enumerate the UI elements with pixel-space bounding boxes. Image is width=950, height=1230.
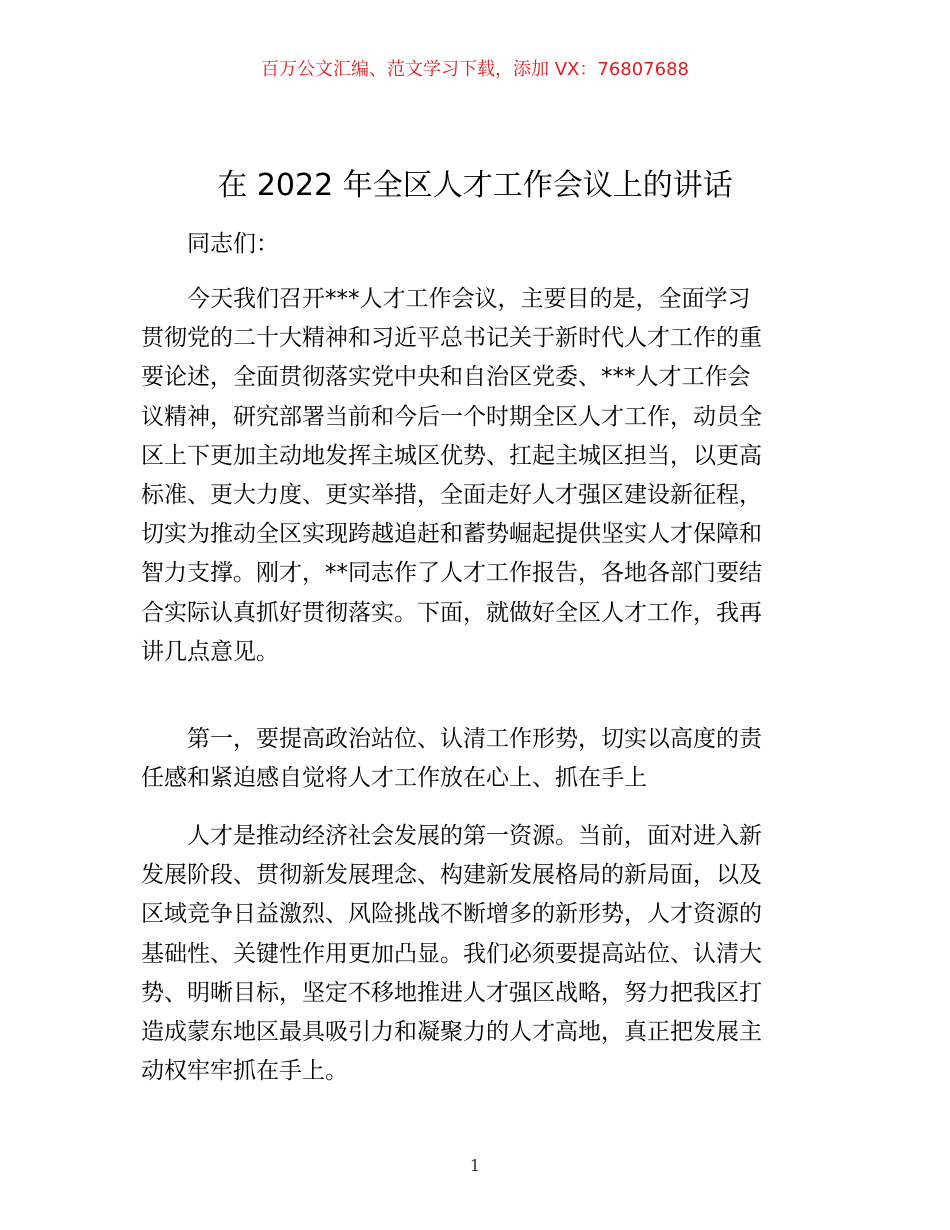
paragraph-line: 议精神，研究部署当前和今后一个时期全区人才工作，动员全 bbox=[141, 403, 762, 430]
paragraph-section-heading bbox=[141, 720, 813, 798]
paragraph-line: 合实际认真抓好贯彻落实。下面，就做好全区人才工作，我再 bbox=[141, 599, 762, 626]
paragraph-line: 人才是推动经济社会发展的第一资源。当前，面对进入新 bbox=[187, 823, 762, 849]
paragraph-line: 切实为推动全区实现跨越追赶和蓄势崛起提供坚实人才保障和 bbox=[141, 521, 762, 548]
paragraph-line: 智力支撑。刚才，**同志作了人才工作报告，各地各部门要结 bbox=[141, 560, 762, 587]
paragraph-line: 任感和紧迫感自觉将人才工作放在心上、抓在手上 bbox=[141, 765, 647, 792]
paragraph-line: 贯彻党的二十大精神和习近平总书记关于新时代人才工作的重 bbox=[141, 325, 762, 352]
paragraph-line: 区上下更加主动地发挥主城区优势、扛起主城区担当，以更高 bbox=[141, 442, 762, 469]
paragraph-line: 造成蒙东地区最具吸引力和凝聚力的人才高地，真正把发展主 bbox=[141, 1018, 762, 1045]
paragraph-line: 发展阶段、贯彻新发展理念、构建新发展格局的新局面，以及 bbox=[141, 862, 762, 889]
paragraph-line: 动权牢牢抓在手上。 bbox=[141, 1058, 348, 1085]
paragraph-line: 标准、更大力度、更实举措，全面走好人才强区建设新征程， bbox=[141, 481, 762, 508]
paragraph-line: 区域竞争日益激烈、风险挑战不断增多的新形势，人才资源的 bbox=[141, 901, 762, 928]
header-banner: 百万公文汇编、范文学习下载，添加 VX：76807688 bbox=[261, 59, 689, 80]
page-number: 1 bbox=[469, 1156, 481, 1175]
paragraph-line: 讲几点意见。 bbox=[141, 638, 279, 665]
paragraph-line: 基础性、关键性作用更加凸显。我们必须要提高站位、认清大 bbox=[141, 940, 762, 967]
paragraph-line: 势、明晰目标，坚定不移地推进人才强区战略，努力把我区打 bbox=[141, 979, 762, 1006]
paragraph-intro bbox=[141, 280, 813, 672]
paragraph-line: 第一，要提高政治站位、认清工作形势，切实以高度的责 bbox=[187, 726, 762, 752]
salutation: 同志们： bbox=[187, 231, 279, 257]
paragraph-line: 要论述，全面贯彻落实党中央和自治区党委、***人才工作会 bbox=[141, 364, 751, 391]
paragraph-talent-resource bbox=[141, 817, 813, 1091]
paragraph-line: 今天我们召开***人才工作会议，主要目的是，全面学习 bbox=[187, 286, 751, 312]
document-title: 在 2022 年全区人才工作会议上的讲话 bbox=[217, 168, 733, 203]
